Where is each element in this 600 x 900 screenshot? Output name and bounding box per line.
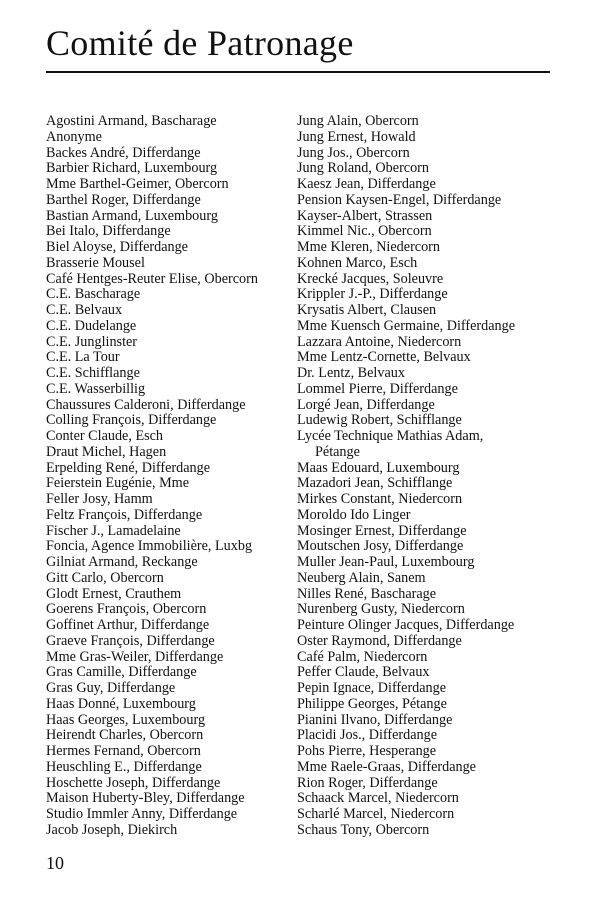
patron-entry: C.E. Belvaux <box>46 302 123 318</box>
patron-entry: Hoschette Joseph, Differdange <box>46 774 221 791</box>
patron-entry: Studio Immler Anny, Differdange <box>46 806 238 822</box>
patron-entry: Moroldo Ido Linger <box>297 506 411 523</box>
patron-entry: Erpelding René, Differdange <box>46 459 211 476</box>
patron-entry: Brasserie Mousel <box>46 254 145 271</box>
patron-entry: Rion Roger, Differdange <box>297 774 438 791</box>
patron-entry: Barbier Richard, Luxembourg <box>46 160 218 177</box>
patron-entry: Muller Jean-Paul, Luxembourg <box>297 554 475 570</box>
patron-list-right-column <box>297 114 515 839</box>
patron-entry: Lycée Technique Mathias Adam, <box>297 428 484 444</box>
patron-entry: Ludewig Robert, Schifflange <box>297 412 462 429</box>
patron-entry: C.E. La Tour <box>46 349 120 366</box>
patron-entry: Schaack Marcel, Niedercorn <box>297 790 459 807</box>
patron-entry: Oster Raymond, Differdange <box>297 632 462 649</box>
patron-entry: Jung Alain, Obercorn <box>297 113 419 129</box>
patron-entry: Jung Jos., Obercorn <box>297 144 410 161</box>
patron-entry: Schaus Tony, Obercorn <box>297 821 430 838</box>
patron-entry: Pepin Ignace, Differdange <box>297 680 447 696</box>
patron-entry: Mme Kuensch Germaine, Differdange <box>297 317 515 334</box>
patron-entry: Conter Claude, Esch <box>46 428 164 444</box>
patron-entry: Gilniat Armand, Reckange <box>46 554 198 570</box>
patron-entry: Feierstein Eugénie, Mme <box>46 475 190 492</box>
patron-entry: Krippler J.-P., Differdange <box>297 286 448 303</box>
patron-entry: Lommel Pierre, Differdange <box>297 380 458 397</box>
patron-entry: Nurenberg Gusty, Niedercorn <box>297 601 465 618</box>
patron-entry: C.E. Junglinster <box>46 333 138 350</box>
patron-entry: Anonyme <box>46 128 102 145</box>
patron-entry: Mme Barthel-Geimer, Obercorn <box>46 176 229 192</box>
page-number: 10 <box>46 853 64 873</box>
patron-entry: Mme Kleren, Niedercorn <box>297 239 440 255</box>
patron-entry: Colling François, Differdange <box>46 412 217 429</box>
patron-entry: Barthel Roger, Differdange <box>46 191 201 208</box>
patron-entry: Heuschling E., Differdange <box>46 758 202 775</box>
patron-entry: Mme Lentz-Cornette, Belvaux <box>297 349 471 366</box>
patron-entry: Feller Josy, Hamm <box>46 491 153 507</box>
patron-entry: Pohs Pierre, Hesperange <box>297 743 437 759</box>
patron-entry: Haas Donné, Luxembourg <box>46 695 196 712</box>
patron-entry: Lazzara Antoine, Niedercorn <box>297 333 462 350</box>
patron-entry: Philippe Georges, Pétange <box>297 695 447 712</box>
patron-entry: Glodt Ernest, Crauthem <box>46 585 182 602</box>
patron-entry: Heirendt Charles, Obercorn <box>46 727 204 744</box>
patron-entry: Mosinger Ernest, Differdange <box>297 522 467 539</box>
patron-entry: Backes André, Differdange <box>46 144 201 161</box>
patron-entry: Kimmel Nic., Obercorn <box>297 223 432 240</box>
title-underline <box>46 71 550 73</box>
patron-entry: Peinture Olinger Jacques, Differdange <box>297 617 515 633</box>
patron-entry: C.E. Dudelange <box>46 317 137 334</box>
patron-entry: Nilles René, Bascharage <box>297 585 437 602</box>
patron-entry: Draut Michel, Hagen <box>46 443 167 460</box>
patron-entry: Mirkes Constant, Niedercorn <box>297 491 463 507</box>
patron-entry: Gras Guy, Differdange <box>46 680 176 696</box>
patron-entry: Haas Georges, Luxembourg <box>46 711 206 728</box>
patron-entry: Maison Huberty-Bley, Differdange <box>46 790 245 807</box>
patron-entry: Café Palm, Niedercorn <box>297 648 428 665</box>
patron-entry: C.E. Bascharage <box>46 286 141 303</box>
patron-entry: Feltz François, Differdange <box>46 506 203 523</box>
patron-entry: Jung Ernest, Howald <box>297 128 416 145</box>
patron-entry: Scharlé Marcel, Niedercorn <box>297 806 455 822</box>
patron-entry: Pension Kaysen-Engel, Differdange <box>297 191 502 208</box>
patron-entry: Krysatis Albert, Clausen <box>297 302 437 318</box>
patron-entry: Neuberg Alain, Sanem <box>297 569 426 586</box>
patron-entry: Dr. Lentz, Belvaux <box>297 365 405 381</box>
patron-entry: Maas Edouard, Luxembourg <box>297 459 460 476</box>
patron-entry: Hermes Fernand, Obercorn <box>46 743 201 759</box>
patron-entry: Kohnen Marco, Esch <box>297 254 418 271</box>
patron-entry: Mme Raele-Graas, Differdange <box>297 758 476 775</box>
patron-list-left-column <box>46 114 258 839</box>
patron-entry: Pianini Ilvano, Differdange <box>297 711 453 728</box>
patron-entry: Kaesz Jean, Differdange <box>297 176 436 192</box>
patron-entry: Kayser-Albert, Strassen <box>297 207 433 224</box>
patron-entry: Graeve François, Differdange <box>46 632 215 649</box>
patron-entry: Jung Roland, Obercorn <box>297 160 429 177</box>
patron-entry: Chaussures Calderoni, Differdange <box>46 396 246 413</box>
patron-entry: Mme Gras-Weiler, Differdange <box>46 648 224 665</box>
page-title: Comité de Patronage <box>46 23 354 63</box>
patron-entry: Goffinet Arthur, Differdange <box>46 617 210 633</box>
patron-entry: Lorgé Jean, Differdange <box>297 396 435 413</box>
patron-entry: Café Hentges-Reuter Elise, Obercorn <box>46 270 258 287</box>
patron-entry: Mazadori Jean, Schifflange <box>297 475 453 492</box>
patron-entry: Pétange <box>315 443 360 460</box>
patron-entry: Gras Camille, Differdange <box>46 664 197 681</box>
patron-entry: Fischer J., Lamadelaine <box>46 522 181 539</box>
patron-entry: Krecké Jacques, Soleuvre <box>297 270 444 287</box>
patron-entry: Bastian Armand, Luxembourg <box>46 207 218 224</box>
patron-entry: Goerens François, Obercorn <box>46 601 207 618</box>
patron-entry: Agostini Armand, Bascharage <box>46 113 217 129</box>
patron-entry: Peffer Claude, Belvaux <box>297 664 430 681</box>
patron-entry: Moutschen Josy, Differdange <box>297 538 464 555</box>
patron-entry: Bei Italo, Differdange <box>46 223 171 240</box>
patron-entry: Jacob Joseph, Diekirch <box>46 821 178 838</box>
patron-entry: Biel Aloyse, Differdange <box>46 239 188 255</box>
patron-entry: Gitt Carlo, Obercorn <box>46 569 164 586</box>
patron-entry: C.E. Schifflange <box>46 365 140 381</box>
patron-entry: Placidi Jos., Differdange <box>297 727 438 744</box>
patron-entry: Foncia, Agence Immobilière, Luxbg <box>46 538 253 555</box>
patron-entry: C.E. Wasserbillig <box>46 380 146 397</box>
